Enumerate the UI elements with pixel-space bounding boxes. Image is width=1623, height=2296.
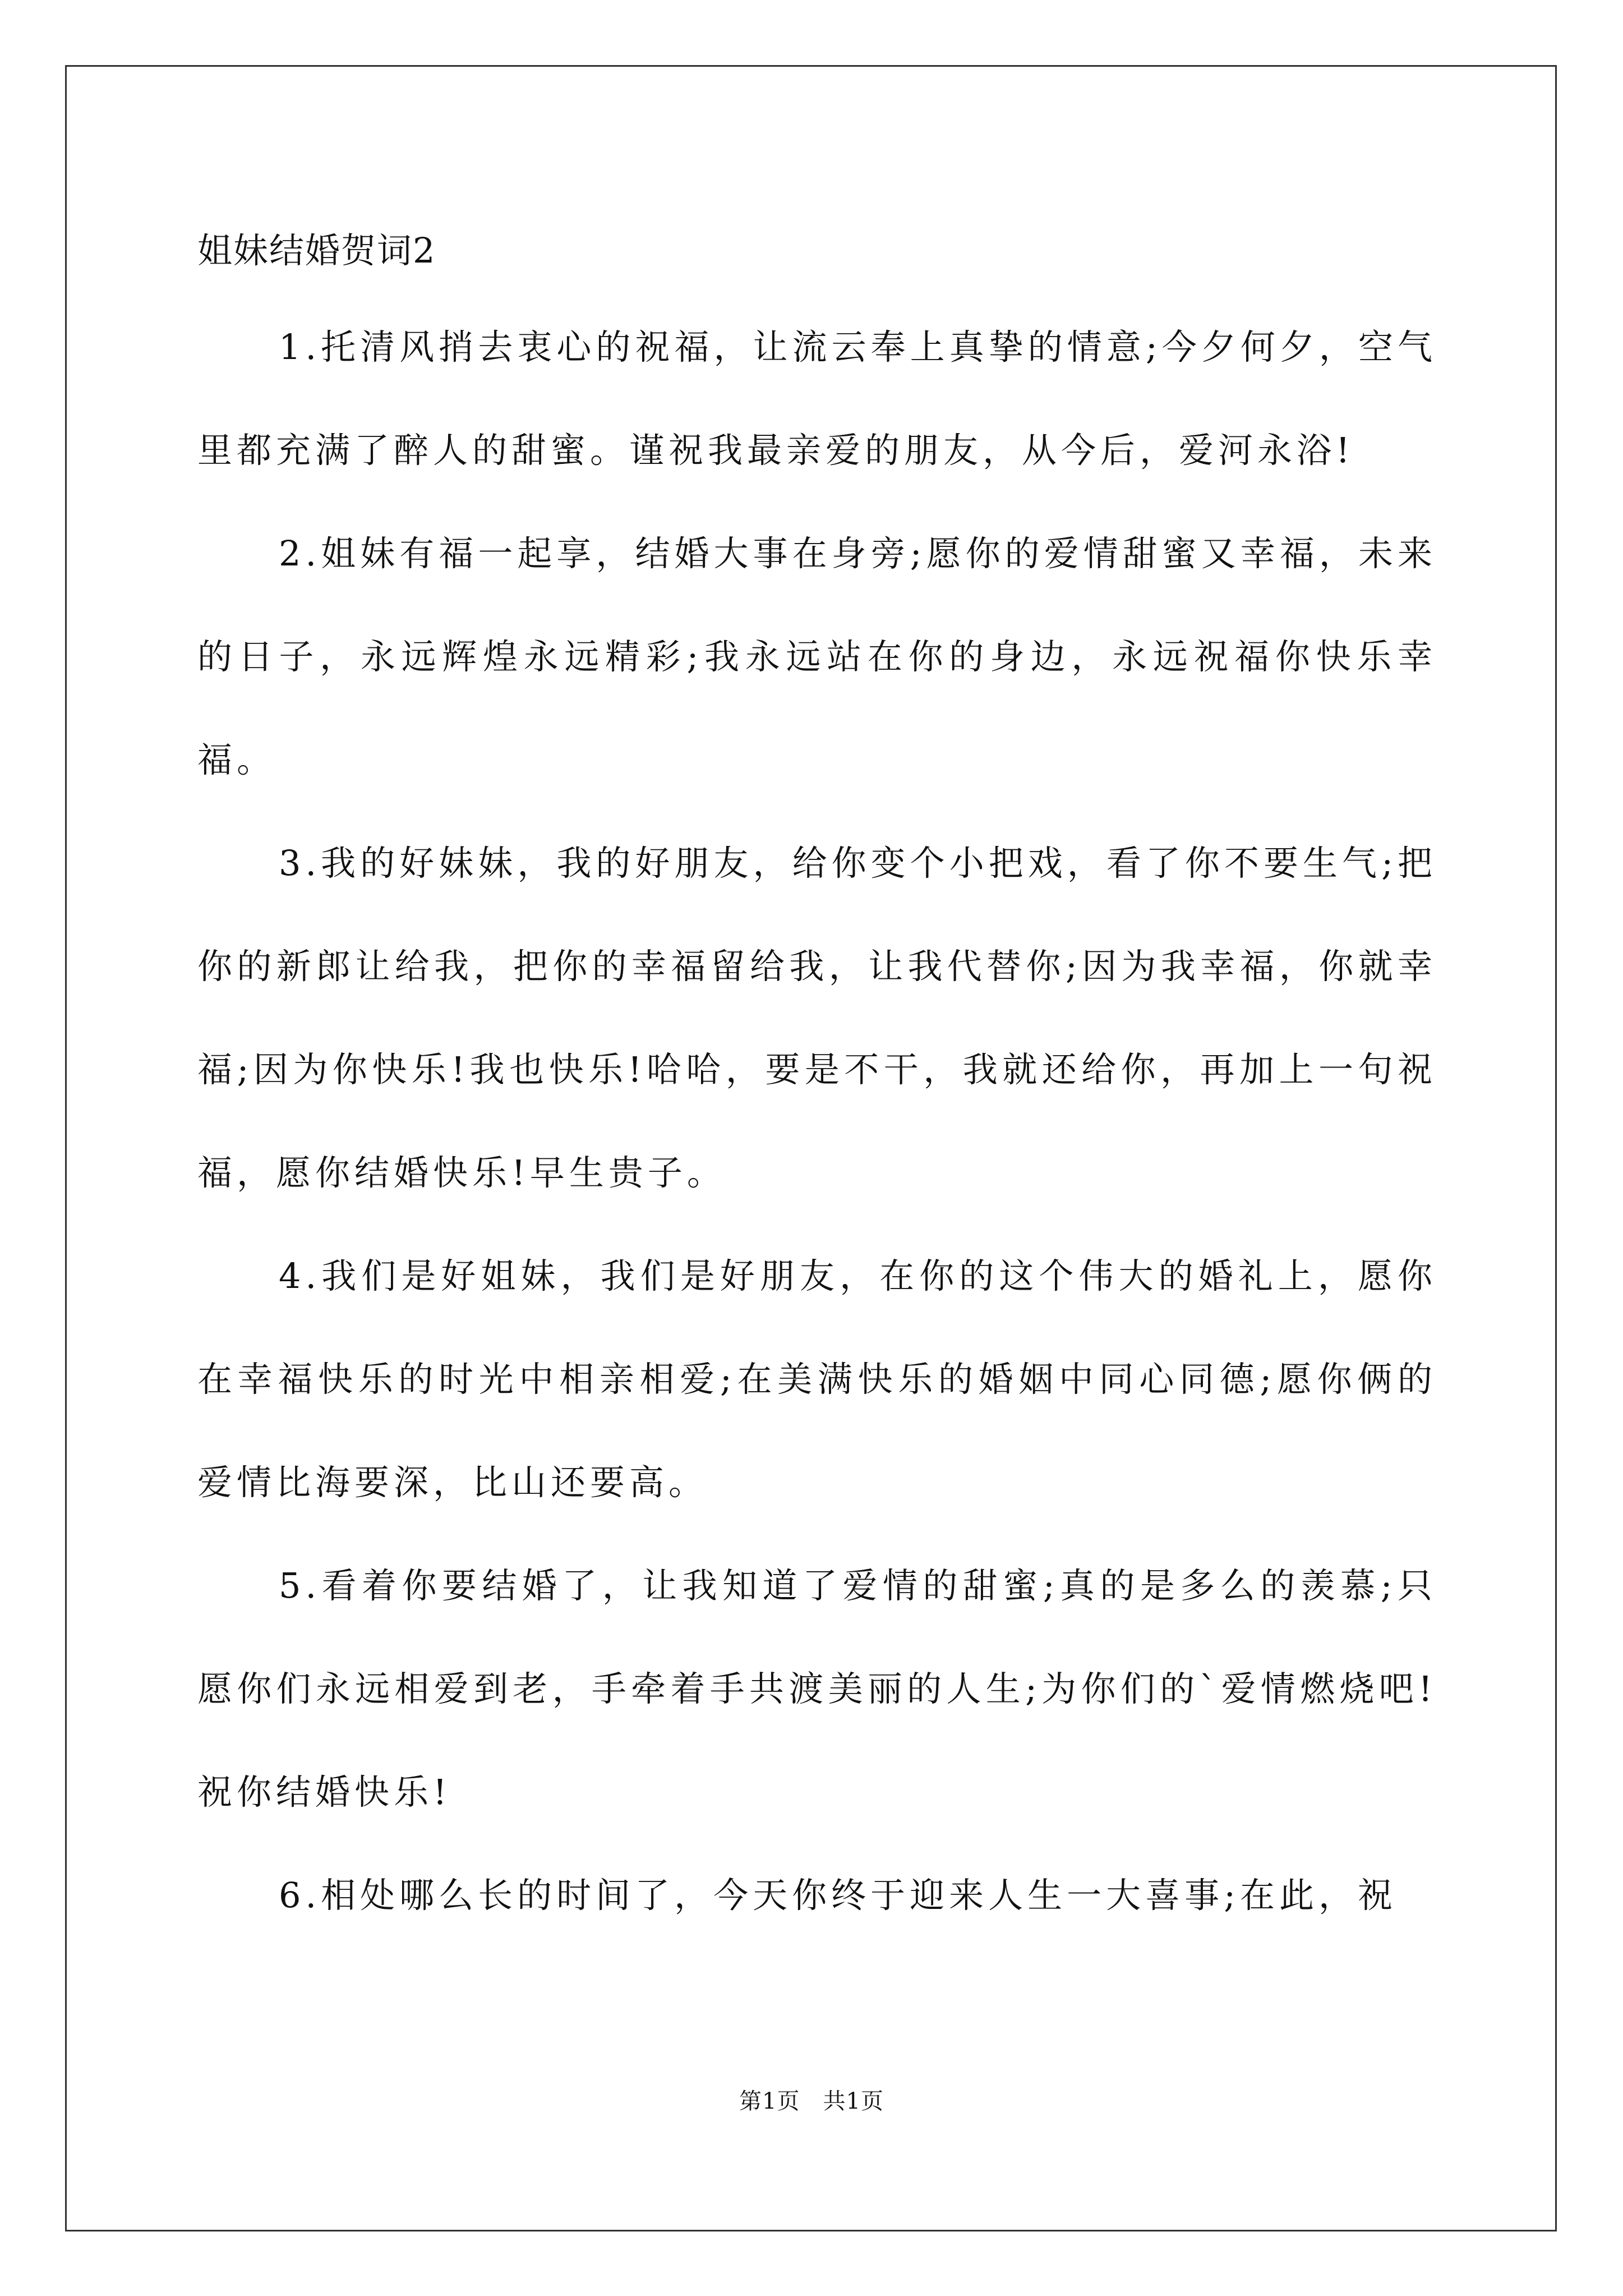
paragraph-3: 3.我的好妹妹，我的好朋友，给你变个小把戏，看了你不要生气;把你的新郎让给我，把你的幸福留给我，让我代替你;因为我幸福，你就幸福;因为你快乐!我也快乐!哈哈，要是不干，我就还给你，再加上一句祝福，愿你结婚快乐!早生贵子。: [197, 843, 1437, 1193]
page-number-footer: 第1页 共1页: [739, 2088, 884, 2114]
paragraph-2: 2.姐妹有福一起享，结婚大事在身旁;愿你的爱情甜蜜又幸福，未来的日子，永远辉煌永远精彩;我永远站在你的身边，永远祝福你快乐幸福。: [197, 533, 1437, 780]
paragraph-1: 1.托清风捎去衷心的祝福，让流云奉上真挚的情意;今夕何夕，空气里都充满了醉人的甜蜜。谨祝我最亲爱的朋友，从今后，爱河永浴!: [197, 326, 1437, 471]
paragraph-5: 5.看着你要结婚了，让我知道了爱情的甜蜜;真的是多么的羡慕;只愿你们永远相爱到老，手牵着手共渡美丽的人生;为你们的`爱情燃烧吧!祝你结婚快乐!: [197, 1565, 1437, 1812]
paragraph-6: 6.相处哪么长的时间了，今天你终于迎来人生一大喜事;在此，祝: [279, 1875, 1398, 1916]
document-body: [197, 216, 1437, 1947]
paragraph-4: 4.我们是好姐妹，我们是好朋友，在你的这个伟大的婚礼上，愿你在幸福快乐的时光中相亲相爱;在美满快乐的婚姻中同心同德;愿你俩的爱情比海要深，比山还要高。: [197, 1255, 1437, 1503]
document-title: 姐妹结婚贺词2: [197, 230, 436, 271]
